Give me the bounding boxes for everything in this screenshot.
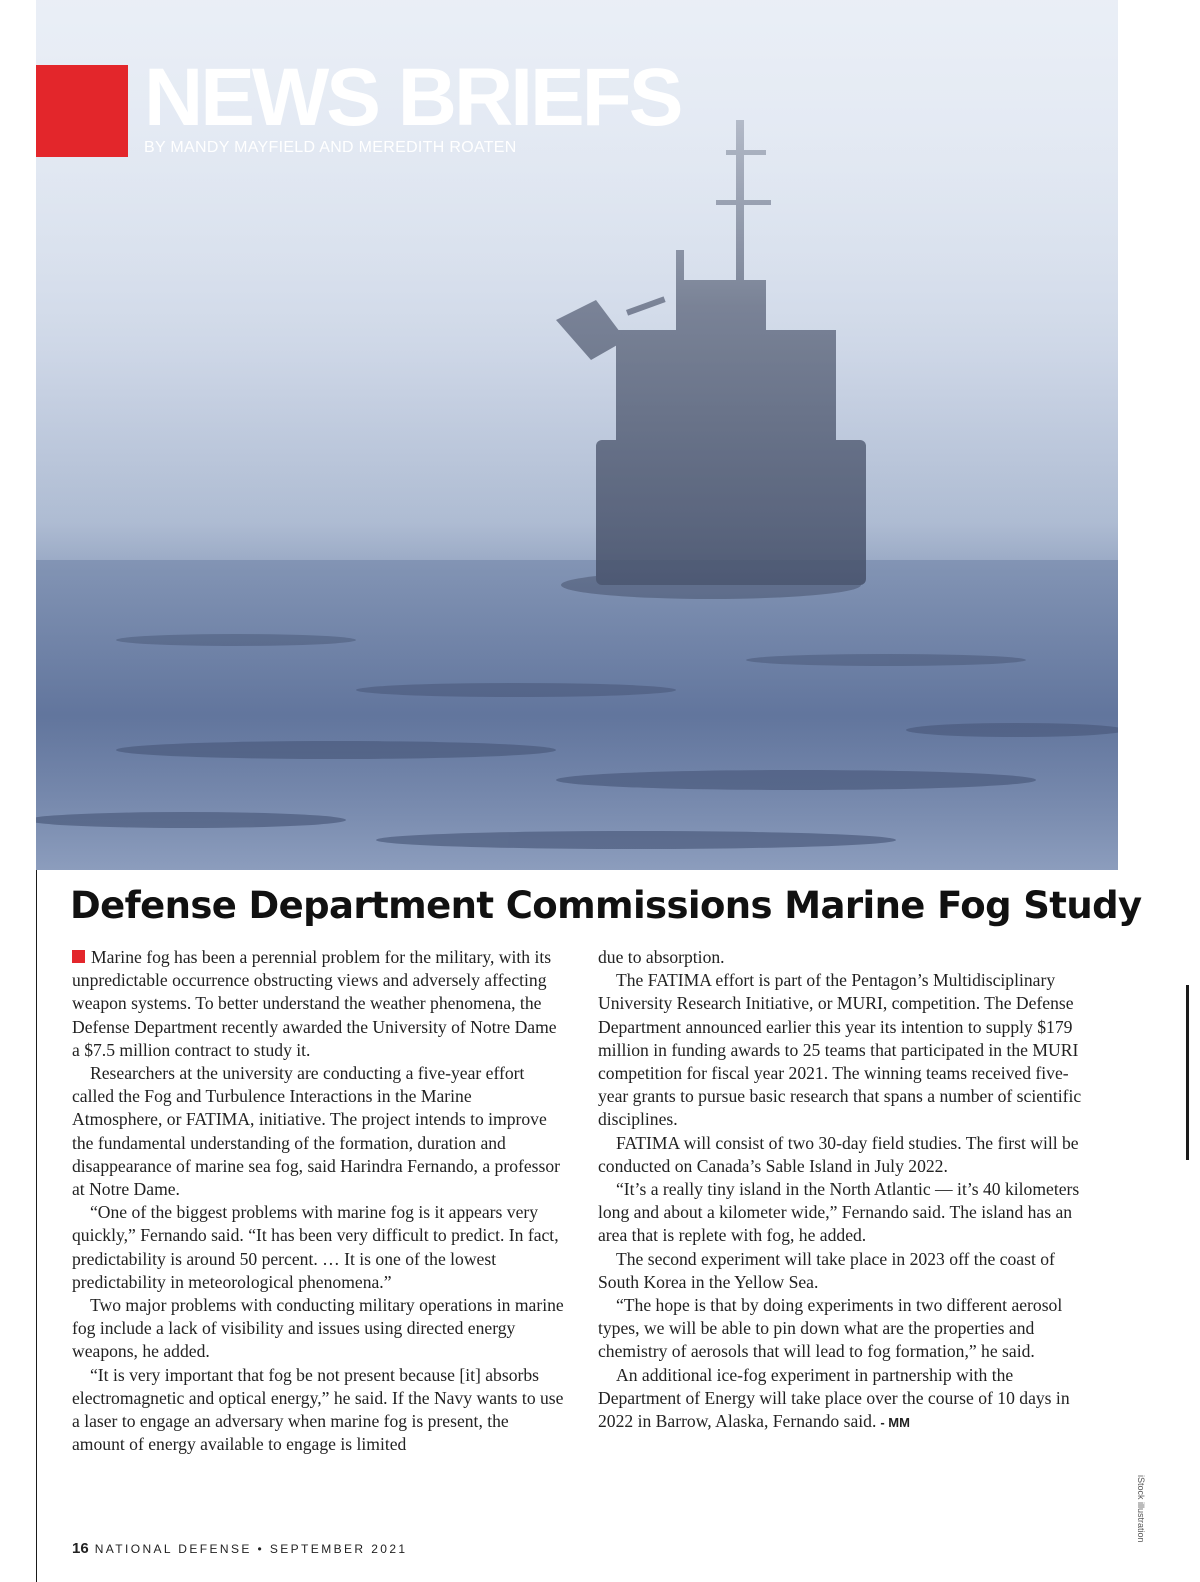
article-headline: Defense Department Commissions Marine Fog Study — [70, 884, 1142, 927]
article-column-left — [72, 946, 564, 1456]
section-accent-block — [36, 65, 128, 157]
article-column-right — [598, 946, 1090, 1434]
article-paragraph — [598, 1364, 1090, 1435]
article-paragraph: The second experiment will take place in 2023 off the coast of South Korea in the Yellow Sea. — [598, 1248, 1055, 1292]
article-paragraph — [72, 946, 564, 1062]
page-footer — [72, 1540, 408, 1557]
photo-credit: iStock illustration — [1136, 1475, 1146, 1543]
article-paragraph: “It is very important that fog be not present because [it] absorbs electromagnetic and optical energy,” he said. If the Navy wants to use a laser to engage an adversary when marine fog is present, the amount of energy available to engage is limited — [72, 1364, 564, 1455]
page-number: 16 — [72, 1540, 89, 1557]
author-signoff: - MM — [880, 1415, 910, 1431]
article-paragraph: Two major problems with conducting military operations in marine fog include a lack of visibility and issues using directed energy weapons, he added. — [72, 1295, 564, 1362]
page-left-rule — [36, 870, 37, 1582]
article-paragraph: The FATIMA effort is part of the Pentagon’s Multidisciplinary University Research Initiative, or MURI, competition. The Defense Department announced earlier this year its intention to supply $179 million in funding awards to 25 teams that participated in the MURI competition for fiscal year 2021. The winning teams received five-year grants to pursue basic research that spans a number of scientific disciplines. — [598, 970, 1082, 1130]
byline: BY MANDY MAYFIELD AND MEREDITH ROATEN — [144, 139, 517, 156]
paragraph-text: Marine fog has been a perennial problem for the military, with its unpredictable occurrence obstructing views and adversely affecting weapon systems. To better understand the weather phenomena, the Defense Department recently awarded the University of Notre Dame a $7.5 million contract to study it. — [72, 947, 557, 1060]
section-title: NEWS BRIEFS — [144, 52, 681, 143]
paragraph-text: An additional ice-fog experiment in partnership with the Department of Energy will take place over the course of 10 days in 2022 in Barrow, Alaska, Fernando said. — [598, 1364, 1070, 1432]
red-square-bullet-icon — [72, 950, 85, 963]
article-paragraph: “It’s a really tiny island in the North Atlantic — it’s 40 kilometers long and about a kilometer wide,” Fernando said. The island has an area that is replete with fog, he added. — [598, 1179, 1080, 1246]
article-paragraph: “One of the biggest problems with marine fog is it appears very quickly,” Fernando said. “It has been very difficult to predict. In fact, predictability is around 50 percent. … It is one of the lowest predictability in meteorological phenomena.” — [72, 1202, 559, 1292]
article-paragraph: “The hope is that by doing experiments in two different aerosol types, we will be able to pin down what are the properties and chemistry of aerosols that will lead to fog formation,” he said. — [598, 1295, 1063, 1362]
publication-line: NATIONAL DEFENSE • SEPTEMBER 2021 — [94, 1542, 408, 1556]
page-edge-marker — [1186, 985, 1189, 1160]
article-paragraph: Researchers at the university are conducting a five-year effort called the Fog and Turbulence Interactions in the Marine Atmosphere, or FATIMA, initiative. The project intends to improve the fundamental understanding of the formation, duration and disappearance of marine sea fog, said Harindra Fernando, a professor at Notre Dame. — [72, 1063, 561, 1200]
article-paragraph: due to absorption. — [598, 947, 725, 967]
article-paragraph: FATIMA will consist of two 30-day field studies. The first will be conducted on Canada’s Sable Island in July 2022. — [598, 1132, 1079, 1176]
